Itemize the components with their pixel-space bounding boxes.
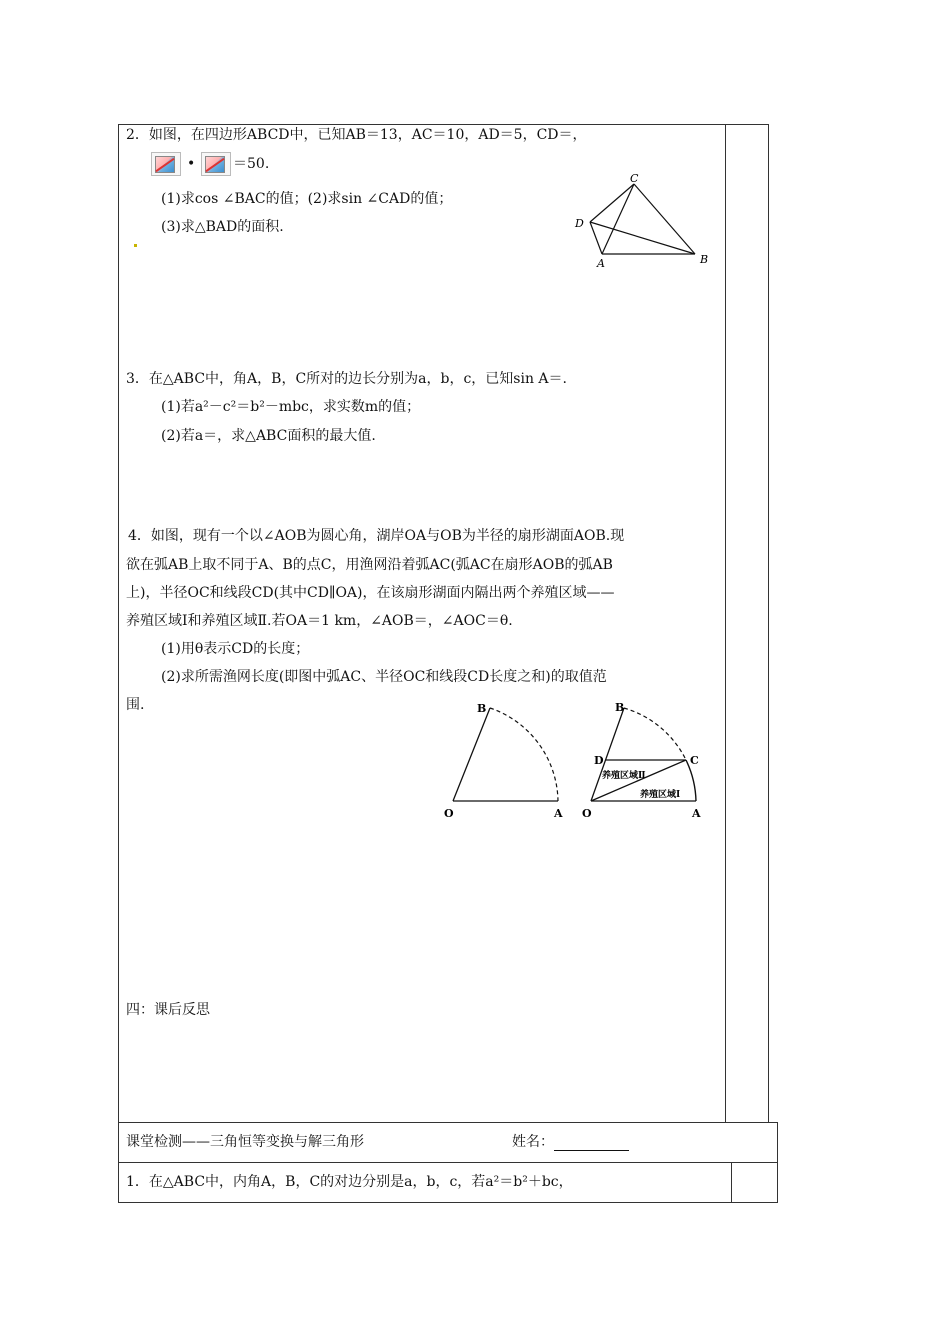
q3-part1: (1)若a²－c²＝b²－mbc，求实数m的值； (161, 399, 421, 415)
quiz-top-border (118, 1122, 778, 1123)
table-right-border (768, 124, 769, 1122)
name-blank-field[interactable] (554, 1136, 629, 1151)
q4-fig1-label-a: A (554, 807, 563, 820)
q4-line3: 上)，半径OC和线段CD(其中CD∥OA)，在该扇形湖面内隔出两个养殖区域—— (126, 585, 615, 601)
q3-line1: 3．在△ABC中，角A，B，C所对的边长分别为a，b，c，已知sin A＝. (126, 371, 567, 387)
q4-fishery-figure (578, 698, 718, 823)
q4-region2-label: 养殖区域Ⅱ (602, 771, 646, 781)
section4-title: 四：课后反思 (126, 1002, 210, 1018)
q4-line2: 欲在弧AB上取不同于A、B的点C，用渔网沿着弧AC(弧AC在扇形AOB的弧AB (126, 557, 613, 573)
q2-label-c: C (630, 172, 639, 185)
q3-part2: (2)若a＝，求△ABC面积的最大值. (161, 428, 376, 444)
table-bottom-border (118, 1202, 778, 1203)
q4-fig2-label-o: O (582, 807, 592, 820)
q4-fig2-label-d: D (594, 754, 604, 767)
broken-image-icon (151, 152, 181, 176)
q4-fig1-label-o: O (444, 807, 454, 820)
table-left-border (118, 124, 119, 1202)
q4-part1: (1)用θ表示CD的长度； (161, 641, 310, 657)
quiz-divider (118, 1162, 778, 1163)
q2-label-a: A (597, 257, 605, 270)
q2-part1: (1)求cos ∠BAC的值；(2)求sin ∠CAD的值； (161, 191, 453, 207)
q4-fig1-label-b: B (477, 702, 487, 715)
q4-region1-label: 养殖区域Ⅰ (640, 790, 681, 800)
q2-label-d: D (575, 217, 584, 230)
q4-line1: 4．如图，现有一个以∠AOB为圆心角，湖岸OA与OB为半径的扇形湖面AOB.现 (128, 528, 625, 544)
q2-label-b: B (700, 253, 709, 266)
q4-line4: 养殖区域Ⅰ和养殖区域Ⅱ.若OA＝1 km，∠AOB＝，∠AOC＝θ. (126, 613, 513, 629)
quiz-name-label (512, 1133, 629, 1151)
q4-part2a: (2)求所需渔网长度(即图中弧AC、半径OC和线段CD长度之和)的取值范 (161, 669, 607, 685)
broken-image-icon (201, 152, 231, 176)
quiz-q1: 1．在△ABC中，内角A，B，C的对边分别是a，b，c，若a²＝b²＋bc， (126, 1174, 573, 1190)
q4-part2b: 围. (126, 697, 145, 713)
q4-sector-figure (440, 698, 570, 823)
q4-fig2-label-c: C (690, 754, 699, 767)
table-inner-right-border (725, 124, 726, 1122)
q2-part3: (3)求△BAD的面积. (161, 219, 284, 235)
q4-fig2-label-a: A (692, 807, 701, 820)
q2-dot: • (187, 156, 196, 172)
q2-line1: 2．如图，在四边形ABCD中，已知AB＝13，AC＝10，AD＝5，CD＝， (126, 127, 587, 143)
q4-fig2-label-b: B (615, 701, 625, 714)
quiz-inner-border (731, 1162, 732, 1202)
q2-quadrilateral-figure (570, 172, 720, 270)
table-top-border (118, 124, 768, 125)
quiz-title: 课堂检测——三角恒等变换与解三角形 (126, 1134, 364, 1150)
q2-equation: ＝50. (233, 156, 270, 172)
stray-mark (134, 244, 137, 247)
quiz-name-text: 姓名： (512, 1134, 554, 1150)
